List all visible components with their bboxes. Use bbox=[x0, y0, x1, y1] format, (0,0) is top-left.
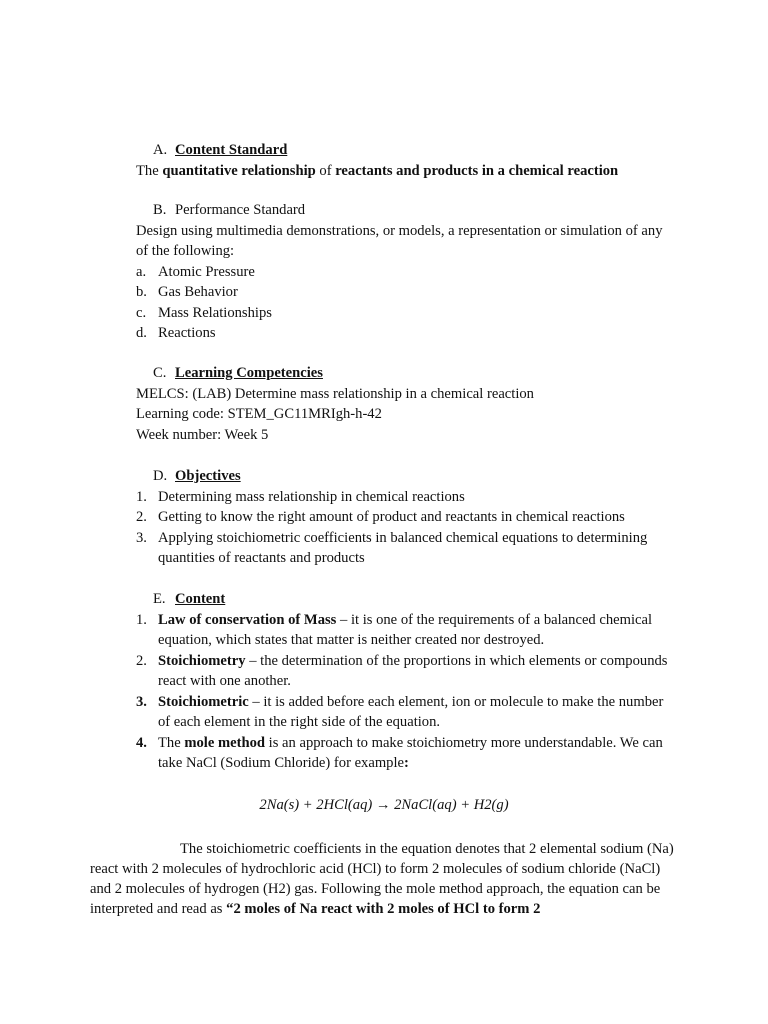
list-item bbox=[136, 323, 676, 344]
section-heading bbox=[136, 140, 676, 161]
performance-list bbox=[136, 262, 676, 344]
section-heading bbox=[136, 589, 676, 610]
list-item-text: Getting to know the right amount of product and reactants in chemical reactions bbox=[158, 509, 625, 525]
section-content-standard bbox=[136, 140, 676, 181]
list-item-text: Atomic Pressure bbox=[158, 263, 255, 280]
list-item bbox=[136, 692, 676, 733]
list-item-text: Stoichiometric – it is added before each element, ion or molecule to make the number of each element in the right side of the equation. bbox=[158, 693, 664, 730]
content-list bbox=[136, 610, 676, 774]
list-item bbox=[136, 610, 676, 651]
section-performance-standard bbox=[136, 200, 676, 344]
list-item-text: Applying stoichiometric coefficients in balanced chemical equations to determining quantities of reactants and products bbox=[158, 529, 648, 566]
list-marker: 2. bbox=[136, 652, 147, 669]
list-item-text: The mole method is an approach to make stoichiometry more understandable. We can take NaCl (Sodium Chloride) for example: bbox=[158, 734, 663, 771]
section-heading bbox=[136, 363, 676, 384]
list-marker: b. bbox=[136, 284, 147, 300]
section-heading bbox=[136, 200, 676, 221]
list-item bbox=[136, 303, 676, 324]
chemical-equation: 2Na(s) + 2HCl(aq) → 2NaCl(aq) + H2(g) bbox=[259, 797, 509, 813]
section-content bbox=[136, 589, 676, 774]
section-heading bbox=[136, 466, 676, 487]
section-objectives bbox=[136, 466, 676, 569]
list-marker: c. bbox=[136, 304, 147, 321]
list-item-text: Mass Relationships bbox=[158, 304, 272, 321]
list-marker: 3. bbox=[136, 529, 147, 546]
list-item bbox=[136, 282, 676, 303]
list-item-text: Reactions bbox=[158, 325, 216, 341]
list-marker: 2. bbox=[136, 509, 147, 525]
list-item bbox=[136, 507, 676, 528]
list-item bbox=[136, 487, 676, 508]
list-item bbox=[136, 262, 676, 283]
section-letter: B. bbox=[153, 202, 167, 218]
section-title: Objectives bbox=[175, 468, 241, 484]
list-marker: 1. bbox=[136, 488, 147, 505]
learning-code-line: Learning code: STEM_GC11MRIgh-h-42 bbox=[136, 406, 382, 422]
list-marker: 4. bbox=[136, 734, 147, 751]
objectives-list bbox=[136, 487, 676, 569]
section-title: Content bbox=[175, 591, 226, 607]
performance-standard-intro: Design using multimedia demonstrations, or models, a representation or simulation of any of the following: bbox=[136, 222, 663, 259]
list-item bbox=[136, 733, 676, 774]
section-letter: C. bbox=[153, 365, 167, 381]
list-item-text: Gas Behavior bbox=[158, 284, 238, 300]
explanation-paragraph: The stoichiometric coefficients in the equation denotes that 2 elemental sodium (Na) react with 2 molecules of hydrochloric acid (HCl) to form 2 molecules of sodium chloride (NaCl) and 2 molecules of hydrogen (H2) gas. Following the mole method approach, the equation can be interpreted and read as “2 moles of Na react with 2 moles of HCl to form 2 bbox=[90, 841, 674, 917]
section-learning-competencies bbox=[136, 363, 676, 445]
week-number-line: Week number: Week 5 bbox=[136, 426, 269, 443]
list-marker: d. bbox=[136, 325, 147, 341]
list-item bbox=[136, 651, 676, 692]
list-item-text: Law of conservation of Mass – it is one of the requirements of a balanced chemical equation, which states that matter is neither created nor destroyed. bbox=[158, 611, 653, 648]
section-letter: A. bbox=[153, 142, 168, 158]
section-title: Performance Standard bbox=[175, 202, 306, 218]
section-letter: D. bbox=[153, 468, 168, 484]
section-title: Learning Competencies bbox=[175, 365, 323, 381]
list-marker: 1. bbox=[136, 611, 147, 628]
content-standard-text: The quantitative relationship of reactants and products in a chemical reaction bbox=[136, 162, 619, 179]
list-marker: 3. bbox=[136, 693, 147, 710]
list-item-text: Determining mass relationship in chemical reactions bbox=[158, 488, 465, 505]
section-title: Content Standard bbox=[175, 142, 288, 158]
melcs-line: MELCS: (LAB) Determine mass relationship in a chemical reaction bbox=[136, 385, 534, 402]
section-letter: E. bbox=[153, 591, 166, 607]
list-marker: a. bbox=[136, 263, 147, 280]
list-item-text: Stoichiometry – the determination of the proportions in which elements or compounds react with one another. bbox=[158, 652, 668, 689]
list-item bbox=[136, 528, 676, 569]
